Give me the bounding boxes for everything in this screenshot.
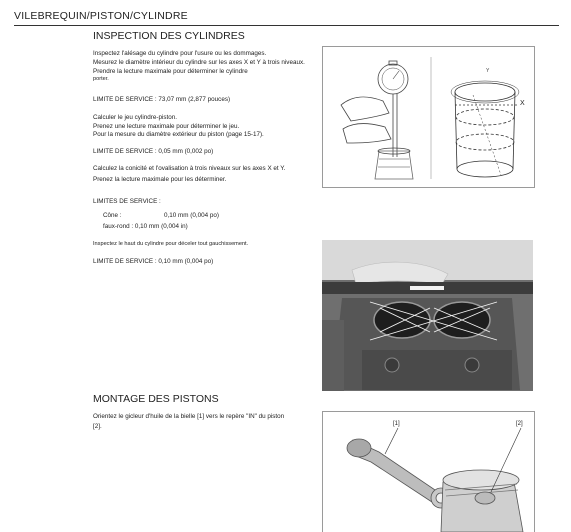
callout-2-label: [2] <box>516 421 523 427</box>
page-header-title: VILEBREQUIN/PISTON/CYLINDRE <box>14 10 188 22</box>
piston-orientation-figure <box>322 411 535 532</box>
paragraph-line: Prendre la lecture maximale pour déterminer le cylindre <box>93 68 248 75</box>
warpage-check-photo <box>322 240 533 391</box>
paragraph-line: Calculer le jeu cylindre-piston. <box>93 114 177 121</box>
paragraph-line: Calculez la conicité et l'ovalisation à trois niveaux sur les axes X et Y. <box>93 165 286 172</box>
piston-illustration <box>441 470 523 532</box>
callout-1-label: [1] <box>393 421 400 427</box>
service-limit: LIMITE DE SERVICE : 0,05 mm (0,002 po) <box>93 148 214 155</box>
service-limits-title: LIMITES DE SERVICE : <box>93 198 161 205</box>
paragraph-line: Inspectez le haut du cylindre pour déceler tout gauchissement. <box>93 241 249 247</box>
cone-label: Cône : <box>103 212 122 219</box>
bore-gauge-illustration <box>341 61 413 179</box>
connecting-rod-illustration <box>347 439 451 508</box>
section-title-inspection: INSPECTION DES CYLINDRES <box>93 30 245 42</box>
paragraph-line: Prenez une lecture maximale pour déterminer le jeu. <box>93 123 240 130</box>
paragraph-line: porter. <box>93 76 109 82</box>
paragraph-line: Prenez la lecture maximale pour les déterminer. <box>93 176 227 183</box>
paragraph-line: Pour la mesure du diamètre extérieur du piston (page 15-17). <box>93 131 264 138</box>
paragraph-line: Orientez le gicleur d'huile de la bielle [1] vers le repère "IN" du piston <box>93 413 285 420</box>
callout-leader <box>385 428 398 454</box>
paragraph-line: Inspectez l'alésage du cylindre pour l'usure ou les dommages. <box>93 50 267 57</box>
cylinder-measurement-figure <box>322 46 535 188</box>
paragraph-line: Mesurez le diamètre intérieur du cylindre sur les axes X et Y à trois niveaux. <box>93 59 305 66</box>
cylinder-axes-diagram <box>451 81 519 177</box>
cone-value: 0,10 mm (0,004 po) <box>164 212 219 219</box>
out-of-round-limit: faux-rond : 0,10 mm (0,004 in) <box>103 223 188 230</box>
section-title-piston-install: MONTAGE DES PISTONS <box>93 393 219 405</box>
service-limit: LIMITE DE SERVICE : 73,07 mm (2,877 pouces) <box>93 96 231 103</box>
paragraph-line: [2]. <box>93 423 102 430</box>
axis-label-y: Y <box>486 68 490 74</box>
header-rule <box>14 25 559 26</box>
service-limit: LIMITE DE SERVICE : 0,10 mm (0,004 po) <box>93 258 214 265</box>
axis-label-x: X <box>520 100 525 107</box>
